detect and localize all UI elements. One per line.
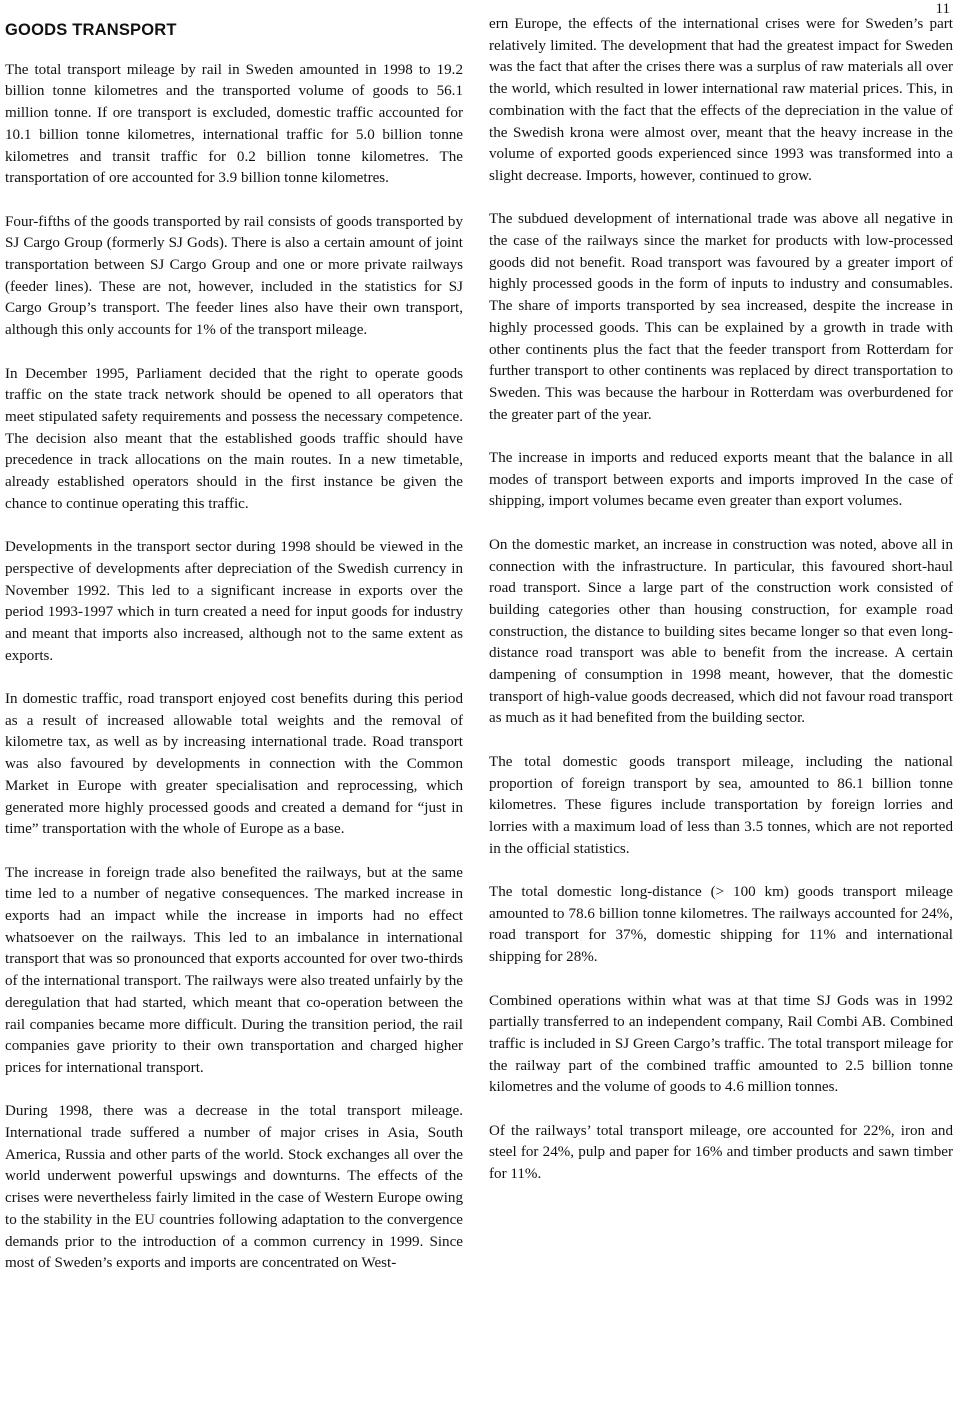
paragraph: Combined operations within what was at that time SJ Gods was in 1992 partially transferred to an independent company, Rail Combi AB. Combined traffic is included in SJ Green Cargo’s traffic. The total transport mileage for the railway part of the combined traffic amounted to 2.5 billion tonne kilometres and the volume of goods to 4.6 million tonnes. [489,992,953,1096]
right-column [489,14,953,1208]
paragraph: ern Europe, the effects of the international crises were for Sweden’s part relatively limited. The development that had the greatest impact for Sweden was the fact that after the crises there was a surplus of raw materials all over the world, which resulted in lower international raw material prices. This, in combination with the fact that the effects of the depreciation in the value of the Swedish krona were almost over, meant that the heavy increase in the volume of exported goods experienced since 1993 was transformed into a slight decrease. Imports, however, continued to grow. [489,16,953,184]
paragraph: The total transport mileage by rail in Sweden amounted in 1998 to 19.2 billion tonne kilometres and the transported volume of goods to 56.1 million tonne. If ore transport is excluded, domestic traffic accounted for 10.1 billion tonne kilometres, international traffic for 5.0 billion tonne kilometres and transit traffic for 0.2 billion tonne kilometres. The transportation of ore accounted for 3.9 billion tonne kilometres. [5,61,463,187]
paragraph: In December 1995, Parliament decided that the right to operate goods traffic on the state track network should be opened to all operators that meet stipulated safety requirements and possess the necessary competence. The decision also meant that the established goods traffic should have precedence in track allocations on the main routes. In a new timetable, already established operators should in the first instance be given the chance to continue operating this traffic. [5,365,463,512]
paragraph: The increase in foreign trade also benefited the railways, but at the same time led to a number of negative consequences. The marked increase in exports had an impact while the increase in imports had no effect whatsoever on the railways. This led to an imbalance in international transport that was so pronounced that exports accounted for over two-thirds of the international transport. The railways were also treated unfairly by the deregulation that had started, which meant that co-operation between the rail companies became more difficult. During the transition period, the rail companies gave priority to their own transportation and charged higher prices for international transport. [5,864,463,1076]
paragraph: On the domestic market, an increase in construction was noted, above all in connection with the infrastructure. In particular, this favoured short-haul road transport. Since a large part of the construction work consisted of building categories other than housing construction, for example road construction, the distance to building sites became longer so that even long-distance road transport was able to benefit from the increase. A certain dampening of consumption in 1998 meant, however, that the domestic transport of high-value goods decreased, which did not favour road transport as much as it had benefited from the building sector. [489,536,953,727]
paragraph: Of the railways’ total transport mileage, ore accounted for 22%, iron and steel for 24%, pulp and paper for 16% and timber products and sawn timber for 11%. [489,1122,953,1183]
paragraph: The total domestic goods transport mileage, including the national proportion of foreign transport by sea, amounted to 86.1 billion tonne kilometres. These figures include transportation by foreign lorries and lorries with a maximum load of less than 3.5 tonnes, which are not reported in the official statistics. [489,753,953,857]
paragraph: Four-fifths of the goods transported by rail consists of goods transported by SJ Cargo Group (formerly SJ Gods). There is also a certain amount of joint transportation between SJ Cargo Group and one or more private railways (feeder lines). These are not, however, included in the statistics for SJ Cargo Group’s transport. The feeder lines also have their own transport, although this only accounts for 1% of the transport mileage. [5,213,463,339]
paragraph: In domestic traffic, road transport enjoyed cost benefits during this period as a result of increased allowable total weights and the removal of kilometre tax, as well as by increasing international trade. Road transport was also favoured by developments in connection with the Common Market in Europe with greater specialisation and reprocessing, which generated more highly processed goods and created a demand for “just in time” transportation with the whole of Europe as a base. [5,691,463,838]
left-column [5,14,463,1297]
paragraph: The increase in imports and reduced exports meant that the balance in all modes of transport between exports and imports improved In the case of shipping, import volumes became even greater than export volumes. [489,450,953,510]
section-heading: GOODS TRANSPORT [5,21,177,39]
paragraph: The subdued development of international trade was above all negative in the case of the railways since the market for products with low-processed goods did not benefit. Road transport was favoured by a greater import of highly processed goods in the form of inputs to industry and consumables. The share of imports transported by sea increased, despite the increase in highly processed goods. This can be explained by a growth in trade with other continents plus the fact that the feeder transport from Rotterdam for further transport to other continents was replaced by direct transportation to Sweden. This was because the harbour in Rotterdam was overburdened for the greater part of the year. [489,211,953,423]
page-number: 11 [935,1,950,17]
paragraph: The total domestic long-distance (> 100 km) goods transport mileage amounted to 78.6 billion tonne kilometres. The railways accounted for 24%, road transport for 37%, domestic shipping for 11% and international shipping for 28%. [489,884,953,966]
paragraph: During 1998, there was a decrease in the total transport mileage. International trade suffered a number of major crises in Asia, South America, Russia and other parts of the world. Stock exchanges all over the world underwent powerful upswings and downturns. The effects of the crises were nevertheless fairly limited in the case of Western Europe owing to the stability in the EU countries following adaptation to the convergence demands prior to the introduction of a common currency in 1999. Since most of Sweden’s exports and imports are concentrated on West- [5,1103,463,1272]
paragraph: Developments in the transport sector during 1998 should be viewed in the perspective of developments after depreciation of the Swedish currency in November 1992. This led to a significant increase in exports over the period 1993-1997 which in turn created a need for input goods for industry and meant that imports also increased, although not to the same extent as exports. [5,539,463,664]
